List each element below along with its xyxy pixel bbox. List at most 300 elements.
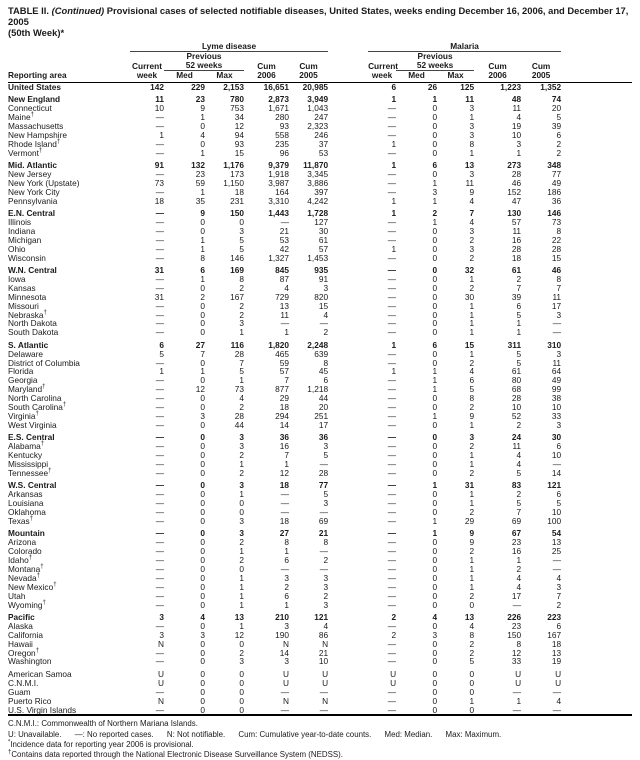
y2006-label-lyme: 2006 xyxy=(244,70,289,82)
value-cell: 67 xyxy=(511,528,522,539)
group-gap xyxy=(328,61,368,70)
value-cell: — xyxy=(387,458,397,469)
value-cell: 0 xyxy=(469,704,475,715)
right-margin xyxy=(561,394,632,403)
group-gap xyxy=(328,113,368,122)
value-cell: 10 xyxy=(511,129,522,140)
value-cell: 1 xyxy=(200,234,205,245)
reporting-area-cell: W.S. Central xyxy=(8,480,57,491)
value-cell: 28 xyxy=(511,243,522,254)
value-cell: 235 xyxy=(275,138,289,149)
value-cell: 1 xyxy=(284,327,289,338)
value-cell: 68 xyxy=(511,384,522,395)
group-gap xyxy=(328,403,368,412)
table-row xyxy=(8,583,632,592)
right-margin xyxy=(561,367,632,376)
value-cell: — xyxy=(387,450,397,461)
value-cell: 0 xyxy=(239,686,244,697)
reporting-area-cell: Pennsylvania xyxy=(8,195,58,206)
value-cell: 18 xyxy=(234,186,244,197)
value-cell: 1 xyxy=(469,555,475,566)
value-cell: 30 xyxy=(318,225,329,236)
right-margin xyxy=(561,640,632,649)
value-cell: 48 xyxy=(511,94,522,105)
value-cell: 0 xyxy=(432,489,438,500)
right-margin xyxy=(561,104,632,113)
value-cell: 1 xyxy=(239,599,244,610)
value-cell: 0 xyxy=(239,563,244,574)
value-cell: 1 xyxy=(284,546,289,557)
value-cell: 19 xyxy=(551,656,562,667)
value-cell: — xyxy=(387,572,397,583)
right-margin xyxy=(561,574,632,583)
group-gap xyxy=(328,293,368,302)
value-cell: 3 xyxy=(284,620,289,631)
value-cell: 210 xyxy=(275,612,289,622)
value-cell: 30 xyxy=(464,291,475,302)
right-margin xyxy=(561,245,632,254)
value-cell: 1 xyxy=(432,384,438,395)
right-margin xyxy=(561,412,632,421)
value-cell: 7 xyxy=(516,282,522,293)
value-cell: — xyxy=(155,384,164,395)
value-cell: 5 xyxy=(556,112,562,123)
reporting-area-cell: Wyoming† xyxy=(8,599,46,610)
group-header-row xyxy=(8,42,632,51)
value-cell: 13 xyxy=(551,537,562,548)
value-cell: 3 xyxy=(159,629,164,640)
value-cell: 1 xyxy=(159,366,164,377)
value-cell: 15 xyxy=(551,252,562,263)
value-cell: — xyxy=(387,300,397,311)
value-cell: — xyxy=(155,515,164,526)
value-cell: 127 xyxy=(314,217,329,228)
value-cell: — xyxy=(155,410,164,421)
group-gap xyxy=(328,131,368,140)
group-gap xyxy=(328,538,368,547)
table-row xyxy=(8,302,632,311)
value-cell: 2 xyxy=(391,629,397,640)
value-cell: 1 xyxy=(432,217,438,228)
value-cell: 6 xyxy=(432,160,438,171)
right-margin xyxy=(561,631,632,640)
value-cell: 1,218 xyxy=(307,384,329,395)
right-margin xyxy=(561,42,632,51)
value-cell: 9 xyxy=(469,410,475,421)
value-cell: 9,379 xyxy=(268,160,289,171)
group-gap xyxy=(328,245,368,254)
value-cell: 0 xyxy=(200,138,205,149)
value-cell: 0 xyxy=(469,668,475,679)
value-cell: 1 xyxy=(391,160,397,171)
reporting-area-cell: New Hampshire xyxy=(8,129,68,140)
right-margin xyxy=(561,666,632,678)
value-cell: 6 xyxy=(159,339,164,350)
value-cell: — xyxy=(387,177,397,188)
value-cell: U xyxy=(283,677,289,688)
legend-not-notifiable: N: Not notifiable. xyxy=(166,729,226,739)
value-cell: 1 xyxy=(516,318,522,329)
reporting-area-cell: Alabama† xyxy=(8,441,45,452)
value-cell: 93 xyxy=(279,120,289,131)
current-label-malaria: Current xyxy=(368,60,399,71)
value-cell: 1 xyxy=(469,450,475,461)
value-cell: 0 xyxy=(200,327,205,338)
value-cell: 11 xyxy=(155,94,164,105)
value-cell: 0 xyxy=(432,656,438,667)
table-title xyxy=(8,5,632,38)
value-cell: 0 xyxy=(469,677,475,688)
value-cell: 0 xyxy=(432,265,438,276)
value-cell: 7 xyxy=(284,450,289,461)
reporting-area-cell: Guam xyxy=(8,686,31,697)
value-cell: 73 xyxy=(551,217,562,228)
value-cell: 6 xyxy=(391,81,397,92)
group-gap xyxy=(328,508,368,517)
value-cell: 0 xyxy=(200,489,205,500)
table-row xyxy=(8,688,632,697)
value-cell: — xyxy=(155,273,164,284)
dagger-mark: † xyxy=(43,309,47,316)
reporting-area-cell: Maryland† xyxy=(8,384,46,395)
value-cell: — xyxy=(387,252,397,263)
value-cell: 0 xyxy=(432,138,438,149)
dagger-mark: † xyxy=(42,384,46,391)
reporting-area-cell: Virginia† xyxy=(8,410,39,421)
value-cell: N xyxy=(322,695,329,706)
value-cell: 0 xyxy=(432,498,438,509)
value-cell: — xyxy=(387,186,397,197)
right-margin xyxy=(561,649,632,658)
value-cell: — xyxy=(155,498,164,509)
value-cell: 20,985 xyxy=(302,81,329,92)
value-cell: 13 xyxy=(234,612,244,622)
value-cell: — xyxy=(155,327,164,338)
group-gap xyxy=(328,657,368,666)
reporting-area-cell: Rhode Island† xyxy=(8,138,61,149)
footnote-cnmi: C.N.M.I.: Commonwealth of Northern Mariana Islands. xyxy=(8,719,198,729)
dagger-mark: † xyxy=(30,112,34,119)
value-cell: — xyxy=(319,563,329,574)
value-cell: 4 xyxy=(200,129,205,140)
value-cell: 1 xyxy=(469,458,475,469)
value-cell: 31 xyxy=(464,480,475,491)
value-cell: 0 xyxy=(200,120,205,131)
value-cell: 142 xyxy=(150,81,164,92)
right-margin xyxy=(561,197,632,206)
value-cell: 11 xyxy=(512,103,522,114)
value-cell: 31 xyxy=(154,291,164,302)
value-cell: 3 xyxy=(284,572,289,583)
value-cell: — xyxy=(155,590,164,601)
value-cell: 4 xyxy=(516,450,522,461)
right-margin xyxy=(561,622,632,631)
value-cell: 2 xyxy=(469,507,475,518)
reporting-area-cell: Texas† xyxy=(8,515,34,526)
right-margin xyxy=(561,601,632,610)
value-cell: 11 xyxy=(280,309,289,320)
value-cell: 28 xyxy=(511,393,522,404)
value-cell: 47 xyxy=(511,195,522,206)
value-cell: 2 xyxy=(469,282,475,293)
value-cell: 8 xyxy=(284,537,289,548)
right-margin xyxy=(561,158,632,170)
value-cell: 91 xyxy=(318,273,329,284)
value-cell: 3 xyxy=(469,168,475,179)
value-cell: — xyxy=(155,647,164,658)
group-gap xyxy=(328,601,368,610)
value-cell: 33 xyxy=(551,410,562,421)
value-cell: 9 xyxy=(469,537,475,548)
value-cell: 0 xyxy=(432,677,438,688)
reporting-area-cell: United States xyxy=(8,81,62,92)
value-cell: 7 xyxy=(469,208,475,219)
value-cell: 44 xyxy=(234,419,244,430)
value-cell: 0 xyxy=(432,668,438,679)
dagger-mark: † xyxy=(53,581,57,588)
right-margin xyxy=(561,319,632,328)
value-cell: 11 xyxy=(512,225,522,236)
value-cell: — xyxy=(387,217,397,228)
value-cell: 45 xyxy=(318,366,329,377)
value-cell: 1 xyxy=(469,489,475,500)
reporting-area-cell: E.S. Central xyxy=(8,432,55,443)
value-cell: 0 xyxy=(200,695,205,706)
value-cell: 5 xyxy=(239,243,244,254)
group-gap xyxy=(328,517,368,526)
value-cell: 2 xyxy=(323,327,329,338)
value-cell: 1 xyxy=(469,498,475,509)
value-cell: 28 xyxy=(234,410,244,421)
y2005-label-malaria: 2005 xyxy=(521,70,561,82)
value-cell: 53 xyxy=(279,234,289,245)
value-cell: 294 xyxy=(275,410,289,421)
value-cell: 0 xyxy=(200,647,205,658)
value-cell: — xyxy=(387,419,397,430)
value-cell: 2 xyxy=(469,590,475,601)
value-cell: 80 xyxy=(511,375,522,386)
value-cell: 4 xyxy=(516,581,522,592)
value-cell: 1 xyxy=(469,318,475,329)
value-cell: 231 xyxy=(230,195,244,206)
value-cell: 10 xyxy=(318,656,329,667)
value-cell: — xyxy=(552,555,562,566)
group-gap xyxy=(328,337,368,349)
value-cell: 33 xyxy=(511,656,522,667)
group-gap xyxy=(328,526,368,538)
value-cell: 3,949 xyxy=(307,94,329,105)
value-cell: 15 xyxy=(464,339,475,350)
value-cell: 0 xyxy=(432,599,438,610)
group-gap xyxy=(328,706,368,716)
value-cell: — xyxy=(319,546,329,557)
value-cell: 3 xyxy=(200,410,205,421)
right-margin xyxy=(561,236,632,245)
value-cell: — xyxy=(552,458,562,469)
value-cell: — xyxy=(155,432,164,443)
table-row xyxy=(8,442,632,451)
value-cell: 6 xyxy=(284,590,289,601)
value-cell: U xyxy=(390,668,397,679)
week-label-malaria: week xyxy=(368,70,396,82)
value-cell: 5 xyxy=(516,467,522,478)
value-cell: 3 xyxy=(556,309,562,320)
value-cell: 74 xyxy=(551,94,562,105)
value-cell: 877 xyxy=(275,384,289,395)
group-gap xyxy=(328,622,368,631)
value-cell: 6 xyxy=(556,489,562,500)
value-cell: — xyxy=(319,458,329,469)
value-cell: — xyxy=(387,620,397,631)
value-cell: 0 xyxy=(432,243,438,254)
value-cell: 2 xyxy=(200,291,205,302)
value-cell: 0 xyxy=(200,507,205,518)
value-cell: 121 xyxy=(547,480,562,491)
reporting-area-cell: Utah xyxy=(8,590,26,601)
value-cell: 1,176 xyxy=(223,160,244,171)
right-margin xyxy=(561,469,632,478)
value-cell: 3 xyxy=(323,572,329,583)
reporting-area-cell: Wisconsin xyxy=(8,252,46,263)
value-cell: — xyxy=(387,348,397,359)
value-cell: 0 xyxy=(200,432,205,443)
value-cell: — xyxy=(280,507,289,518)
group-gap xyxy=(328,179,368,188)
value-cell: 2 xyxy=(239,300,244,311)
value-cell: 639 xyxy=(314,348,329,359)
value-cell: 20 xyxy=(318,402,329,413)
group-gap xyxy=(328,262,368,274)
dagger-mark: † xyxy=(35,411,39,418)
value-cell: — xyxy=(155,563,164,574)
value-cell: 21 xyxy=(279,225,289,236)
value-cell: 6 xyxy=(323,375,329,386)
value-cell: 10 xyxy=(551,450,562,461)
right-margin xyxy=(561,227,632,236)
value-cell: 4 xyxy=(200,612,205,622)
value-cell: 10 xyxy=(511,402,522,413)
value-cell: 5 xyxy=(556,498,562,509)
value-cell: 116 xyxy=(230,339,244,350)
right-margin xyxy=(561,52,632,61)
value-cell: 1 xyxy=(469,572,475,583)
value-cell: 30 xyxy=(551,432,562,443)
value-cell: 0 xyxy=(239,677,244,688)
value-cell: 15 xyxy=(234,147,244,158)
group-gap xyxy=(328,697,368,706)
table-row xyxy=(8,367,632,376)
value-cell: — xyxy=(155,507,164,518)
value-cell: 8 xyxy=(469,393,475,404)
value-cell: 1 xyxy=(432,195,438,206)
value-cell: 0 xyxy=(200,563,205,574)
value-cell: 7 xyxy=(239,357,244,368)
reporting-area-cell: Oregon† xyxy=(8,647,40,658)
value-cell: 0 xyxy=(432,507,438,518)
value-cell: 26 xyxy=(427,81,438,92)
value-cell: 3,987 xyxy=(268,177,289,188)
dagger-mark: † xyxy=(56,138,61,145)
value-cell: 24 xyxy=(511,432,522,443)
header-spacer xyxy=(521,52,561,61)
med-label-lyme: Med xyxy=(164,70,205,82)
group-gap xyxy=(328,367,368,376)
header-spacer xyxy=(289,52,328,61)
value-cell: 0 xyxy=(432,704,438,715)
group-gap xyxy=(328,412,368,421)
value-cell: 0 xyxy=(200,300,205,311)
right-margin xyxy=(561,61,632,70)
table-row xyxy=(8,254,632,263)
header-spacer xyxy=(8,61,130,70)
value-cell: 152 xyxy=(507,186,522,197)
subheader-row-2 xyxy=(8,70,632,82)
reporting-area-cell: South Dakota xyxy=(8,327,59,338)
value-cell: 0 xyxy=(200,528,205,539)
reporting-area-cell: E.N. Central xyxy=(8,208,56,219)
value-cell: 348 xyxy=(547,160,562,171)
value-cell: — xyxy=(387,480,397,491)
value-cell: 1 xyxy=(432,94,438,105)
value-cell: 2 xyxy=(469,647,475,658)
value-cell: 69 xyxy=(318,515,329,526)
value-cell: 8 xyxy=(323,537,329,548)
table-title-week: (50th Week)* xyxy=(8,27,65,39)
value-cell: 1 xyxy=(159,129,164,140)
value-cell: — xyxy=(387,704,397,715)
table-row xyxy=(8,319,632,328)
value-cell: — xyxy=(280,318,289,329)
dagger-mark: † xyxy=(29,516,34,523)
value-cell: 132 xyxy=(191,160,205,171)
value-cell: — xyxy=(387,147,397,158)
value-cell: — xyxy=(155,599,164,610)
value-cell: 167 xyxy=(547,629,562,640)
header-spacer xyxy=(474,52,521,61)
value-cell: 0 xyxy=(432,129,438,140)
value-cell: 2 xyxy=(239,555,244,566)
right-margin xyxy=(561,706,632,716)
value-cell: 3 xyxy=(469,103,475,114)
group-gap xyxy=(328,197,368,206)
group-gap xyxy=(328,478,368,490)
value-cell: — xyxy=(155,112,164,123)
value-cell: 3,345 xyxy=(307,168,329,179)
value-cell: 0 xyxy=(432,402,438,413)
value-cell: 12 xyxy=(195,384,205,395)
value-cell: 246 xyxy=(314,129,329,140)
value-cell: 16 xyxy=(279,441,289,452)
value-cell: 2 xyxy=(239,402,244,413)
value-cell: 64 xyxy=(551,366,562,377)
group-gap xyxy=(328,122,368,131)
reporting-area-cell: Oklahoma xyxy=(8,507,46,518)
value-cell: 0 xyxy=(432,432,438,443)
footnote-legend xyxy=(8,730,632,740)
reporting-area-cell: Illinois xyxy=(8,217,32,228)
value-cell: 2 xyxy=(516,273,522,284)
value-cell: 27 xyxy=(195,339,205,350)
value-cell: — xyxy=(387,309,397,320)
value-cell: 18 xyxy=(511,252,522,263)
value-cell: 2 xyxy=(516,419,522,430)
previous-label-lyme: Previous xyxy=(186,51,222,62)
group-gap xyxy=(328,92,368,104)
reporting-area-cell: Indiana xyxy=(8,225,36,236)
value-cell: 0 xyxy=(200,638,205,649)
value-cell: 0 xyxy=(200,515,205,526)
value-cell: 1 xyxy=(200,186,205,197)
